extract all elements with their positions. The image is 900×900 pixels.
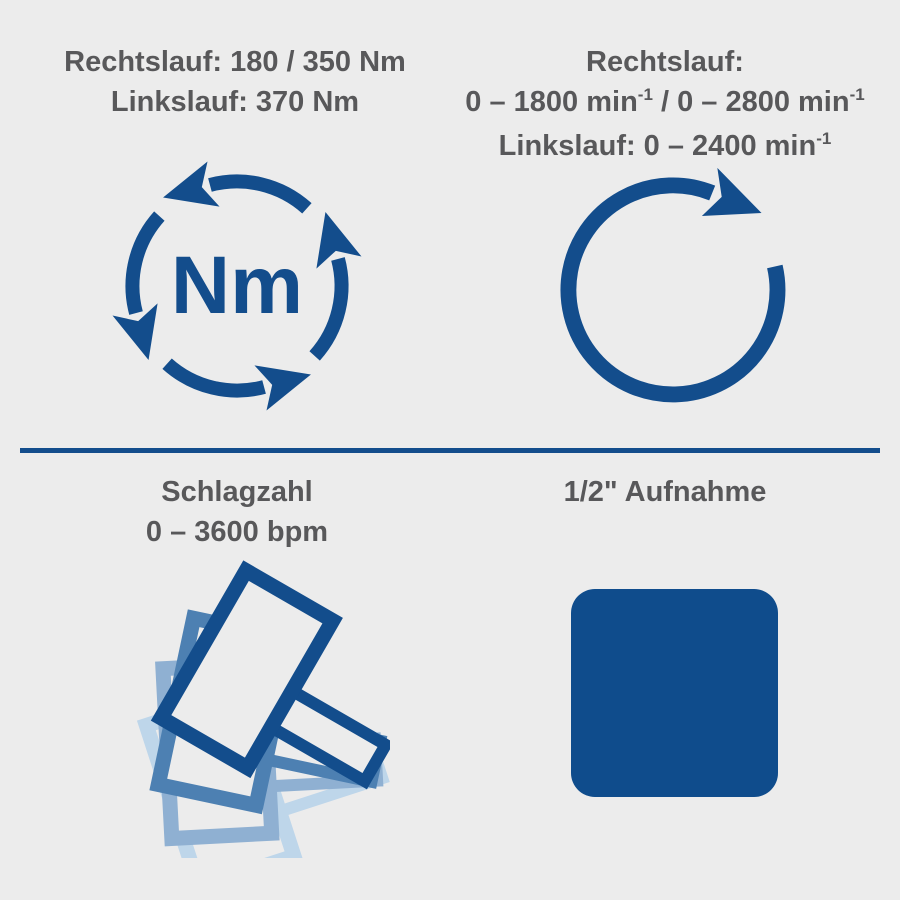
ccw-arc-top-right [210,181,307,208]
torque-spec-text [5,42,465,122]
speed-line-1: Rechtslauf: [586,46,744,78]
speed-line-3: Linkslauf: 0 – 2400 $\min^{-1}$ [498,129,832,162]
ccw-arc-bottom-left [167,364,264,391]
clockwise-circle-arrow [568,185,777,394]
torque-line-2: Linkslauf: 370 Nm [110,86,360,118]
torque-line-1: Rechtslauf: 180 / 350 Nm [64,46,406,78]
impact-hammer-icon [80,548,390,858]
torque-unit-label: Nm [170,240,304,331]
drive-line-1: 1/2" Aufnahme [563,476,767,508]
superscript-minus-one: -1 [637,85,653,104]
superscript-minus-one: -1 [849,85,865,104]
square-drive-icon [571,589,778,797]
impact-line-1: Schlagzahl [161,476,313,508]
horizontal-divider [20,448,880,453]
superscript-minus-one: -1 [816,129,832,148]
speed-line-2: 0 – 1800 $\min^{-1} / 0 - 2800$ $\min^{-1}$ [465,85,865,118]
impact-spec-text [7,472,467,552]
clockwise-rotation-icon [533,150,813,430]
impact-line-2: 0 – 3600 bpm [145,516,329,548]
drive-spec-text [435,472,895,512]
